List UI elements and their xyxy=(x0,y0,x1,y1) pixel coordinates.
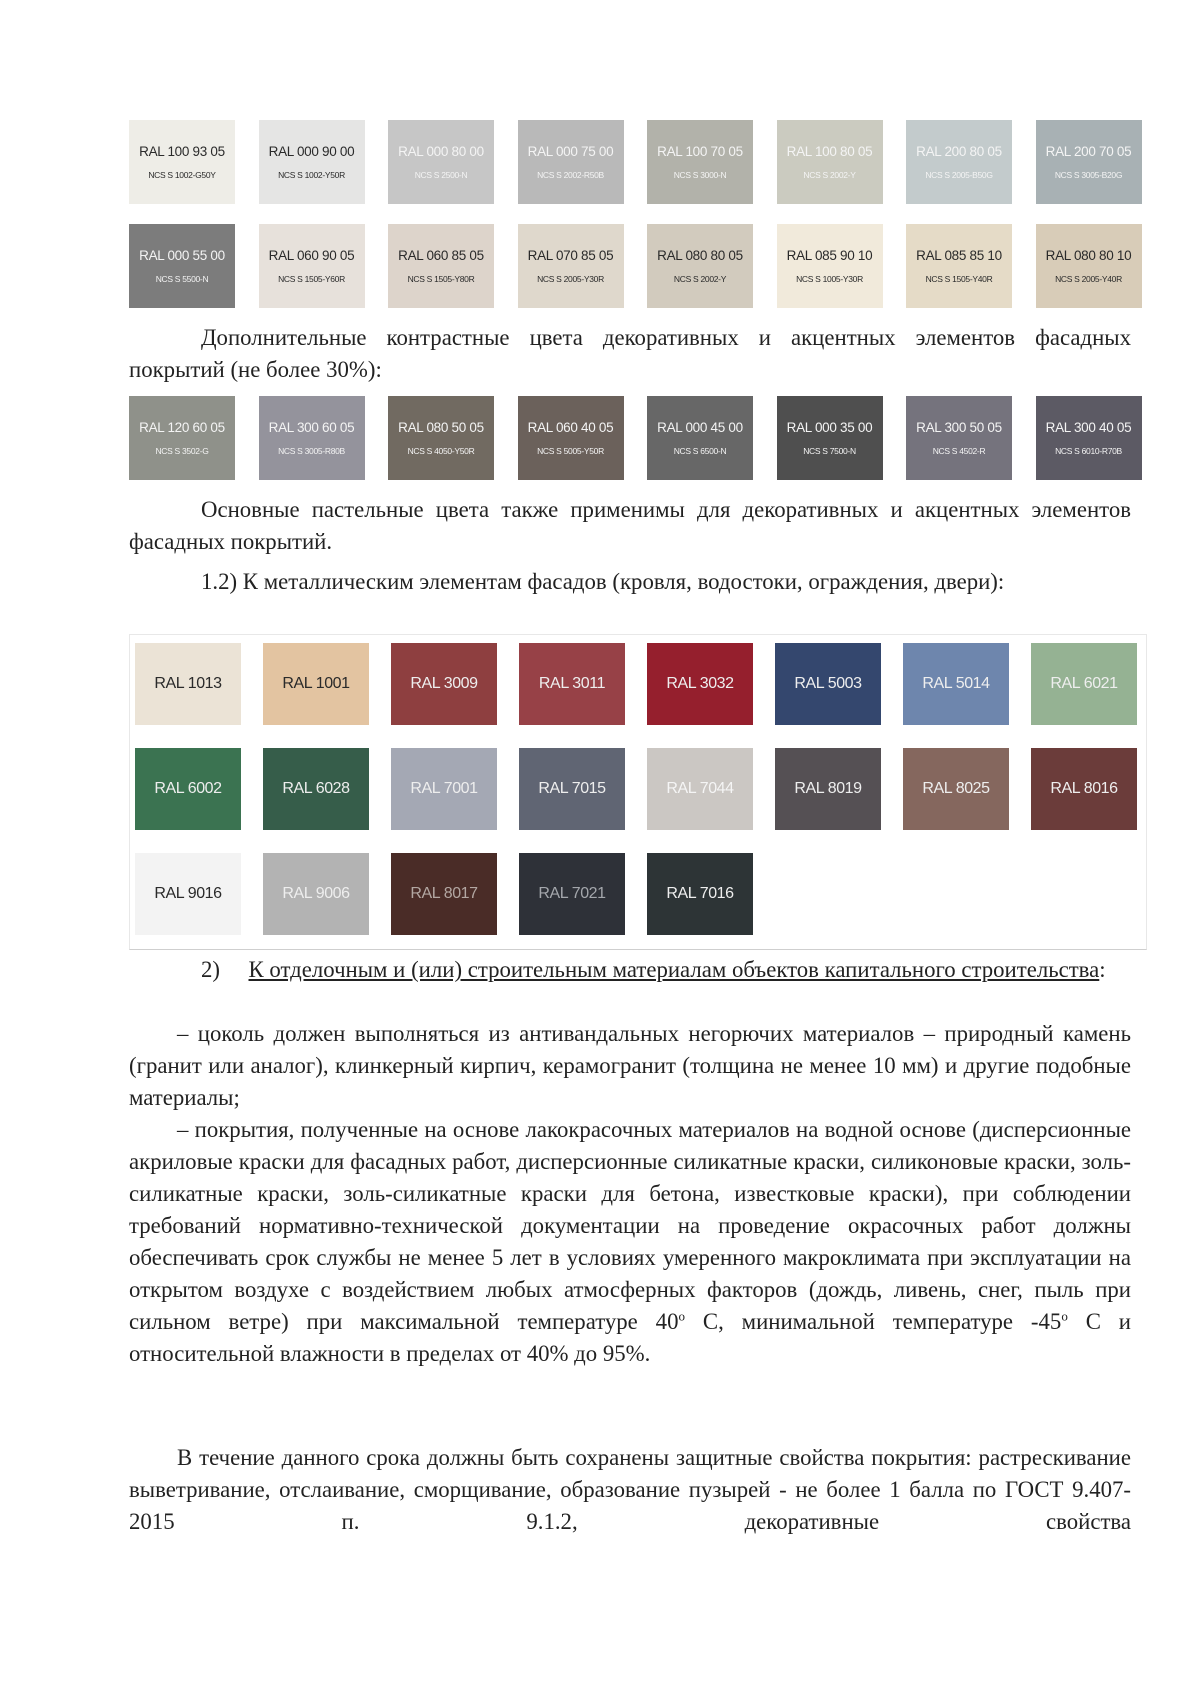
ral-swatch-label: RAL 6002 xyxy=(154,780,222,797)
swatch-ral-code: RAL 000 80 00 xyxy=(398,144,484,159)
pastel-row-2 xyxy=(129,224,1142,308)
swatch-ncs-code: NCS S 2005-B50G xyxy=(925,170,993,180)
color-swatch xyxy=(1036,396,1142,480)
bullet-2-part-2: С, минимальной температуре -45 xyxy=(684,1309,1062,1334)
ral-swatch-label: RAL 3032 xyxy=(666,675,734,692)
swatch-ral-code: RAL 100 93 05 xyxy=(139,144,225,159)
color-swatch xyxy=(259,120,365,204)
bullet-2-part-1: – покрытия, полученные на основе лакокрасочных материалов на водной основе (дисперсионные акриловые краски для фасадных работ, дисперсионные силикатные краски, силиконовые краски, золь-силикатные краски, золь-силикатные краски для бетона, известковые краски), при соблюдении требований нормативно-технической документации на проведение окрасочных работ должны обеспечивать срок службы не менее 5 лет в условиях умеренного макроклимата при эксплуатации на открытом воздухе с воздействием любых атмосферных факторов (дождь, ливень, снег, пыль при сильном ветре) при максимальной температуре 40 xyxy=(129,1117,1131,1334)
bullet-2-part-3: С и относительной влажности в пределах от 40% до 95%. xyxy=(129,1309,1131,1366)
swatch-ral-code: RAL 060 90 05 xyxy=(268,248,355,263)
ral-swatch xyxy=(263,643,369,725)
ral-swatch xyxy=(903,643,1009,725)
swatch-ncs-code: NCS S 1002-Y50R xyxy=(278,170,345,180)
ral-swatch-label: RAL 7044 xyxy=(666,780,734,797)
bullet-2-text xyxy=(129,1114,1131,1370)
swatch-ncs-code: NCS S 2002-Y xyxy=(673,274,727,284)
swatch-ral-code: RAL 000 35 00 xyxy=(786,420,873,435)
color-swatch xyxy=(1036,120,1142,204)
pastel-note-paragraph xyxy=(129,494,1131,558)
ral-swatch-label: RAL 6021 xyxy=(1050,675,1118,692)
ral-swatch xyxy=(775,748,881,830)
ral-swatch-label: RAL 8016 xyxy=(1050,780,1118,797)
color-swatch xyxy=(129,120,235,204)
color-swatch xyxy=(259,224,365,308)
color-swatch xyxy=(518,396,624,480)
ral-swatch xyxy=(263,748,369,830)
swatch-ral-code: RAL 060 40 05 xyxy=(527,420,614,435)
swatch-ncs-code: NCS S 1505-Y40R xyxy=(925,274,993,284)
ral-palette-panel xyxy=(129,634,1147,950)
swatch-ral-code: RAL 060 85 05 xyxy=(398,248,484,263)
ral-swatch xyxy=(519,748,625,830)
section-2-heading-paragraph xyxy=(129,954,1131,986)
swatch-ncs-code: NCS S 4050-Y50R xyxy=(407,446,475,456)
ral-swatch-label: RAL 3011 xyxy=(538,675,606,692)
color-swatch xyxy=(647,224,753,308)
swatch-ral-code: RAL 080 80 05 xyxy=(657,248,743,263)
color-swatch xyxy=(388,396,494,480)
degree-sign: o xyxy=(1061,1308,1068,1324)
swatch-ncs-code: NCS S 3005-B20G xyxy=(1054,170,1123,180)
swatch-ncs-code: NCS S 1005-Y30R xyxy=(796,274,863,284)
color-swatch xyxy=(777,224,883,308)
swatch-ral-code: RAL 000 90 00 xyxy=(268,144,355,159)
ral-swatch-label: RAL 6028 xyxy=(282,780,350,797)
color-swatch xyxy=(777,396,883,480)
ral-swatch xyxy=(135,748,241,830)
ral-swatch xyxy=(391,853,497,935)
swatch-ral-code: RAL 000 45 00 xyxy=(657,420,743,435)
swatch-ncs-code: NCS S 3005-R80B xyxy=(278,446,345,456)
swatch-ral-code: RAL 000 75 00 xyxy=(527,144,614,159)
swatch-ncs-code: NCS S 2002-R50B xyxy=(537,170,604,180)
contrast-intro-paragraph xyxy=(129,322,1131,386)
swatch-ral-code: RAL 300 50 05 xyxy=(916,420,1002,435)
swatch-ncs-code: NCS S 6500-N xyxy=(673,446,727,456)
ral-swatch-label: RAL 5014 xyxy=(922,675,990,692)
section-2-heading xyxy=(129,954,1131,986)
ral-swatch-label: RAL 1001 xyxy=(282,675,350,692)
color-swatch xyxy=(906,120,1012,204)
color-swatch xyxy=(388,120,494,204)
color-swatch xyxy=(518,120,624,204)
final-paragraph xyxy=(129,1442,1131,1538)
ral-swatch xyxy=(391,643,497,725)
swatch-ral-code: RAL 100 80 05 xyxy=(786,144,873,159)
color-swatch xyxy=(906,396,1012,480)
degree-sign: o xyxy=(678,1308,685,1324)
ral-swatch-label: RAL 5003 xyxy=(794,675,862,692)
swatch-ral-code: RAL 200 80 05 xyxy=(916,144,1002,159)
swatch-ncs-code: NCS S 1505-Y60R xyxy=(278,274,345,284)
ral-swatch xyxy=(519,853,625,935)
metal-intro-text: 1.2) К металлическим элементам фасадов (кровля, водостоки, ограждения, двери): xyxy=(201,569,1005,594)
ral-swatch xyxy=(775,643,881,725)
bullet-2-paragraph xyxy=(129,1114,1131,1370)
color-swatch xyxy=(777,120,883,204)
swatch-ncs-code: NCS S 7500-N xyxy=(803,446,856,456)
swatch-ral-code: RAL 300 40 05 xyxy=(1045,420,1132,435)
ral-swatch-label: RAL 7016 xyxy=(666,885,734,902)
ral-swatch-label: RAL 8017 xyxy=(410,885,478,902)
swatch-ncs-code: NCS S 2500-N xyxy=(414,170,468,180)
swatch-ncs-code: NCS S 2002-Y xyxy=(803,170,856,180)
ral-palette-grid xyxy=(135,643,1137,935)
contrast-intro-text: Дополнительные контрастные цвета декоративных и акцентных элементов фасадных покрытий (не более 30%): xyxy=(129,325,1131,382)
color-swatch xyxy=(1036,224,1142,308)
metal-intro-paragraph xyxy=(129,566,1131,598)
ral-swatch-label: RAL 7015 xyxy=(538,780,606,797)
ral-swatch xyxy=(519,643,625,725)
swatch-ral-code: RAL 100 70 05 xyxy=(657,144,743,159)
section-2-title: К отделочным и (или) строительным материалам объектов капитального строительства xyxy=(248,957,1100,982)
swatch-ral-code: RAL 300 60 05 xyxy=(268,420,355,435)
swatch-ral-code: RAL 080 50 05 xyxy=(398,420,484,435)
color-swatch xyxy=(906,224,1012,308)
section-2-number: 2) xyxy=(201,957,220,982)
swatch-ral-code: RAL 000 55 00 xyxy=(139,248,225,263)
swatch-ral-code: RAL 080 80 10 xyxy=(1045,248,1132,263)
ral-swatch-label: RAL 9016 xyxy=(154,885,222,902)
ral-swatch xyxy=(263,853,369,935)
ral-swatch xyxy=(135,853,241,935)
swatch-ncs-code: NCS S 1505-Y80R xyxy=(407,274,475,284)
swatch-ral-code: RAL 085 85 10 xyxy=(916,248,1002,263)
contrast-row xyxy=(129,396,1142,480)
bullet-1-text: – цоколь должен выполняться из антивандальных негорючих материалов – природный камень (гранит или аналог), клинкерный кирпич, керамогранит (толщина не менее 10 мм) и другие подобные материалы; xyxy=(129,1021,1131,1110)
ral-swatch-label: RAL 7001 xyxy=(410,780,478,797)
ral-swatch-label: RAL 7021 xyxy=(538,885,606,902)
ral-swatch xyxy=(1031,643,1137,725)
ral-swatch xyxy=(647,643,753,725)
color-swatch xyxy=(129,396,235,480)
swatch-ncs-code: NCS S 3502-G xyxy=(155,446,209,456)
color-swatch xyxy=(259,396,365,480)
ral-swatch-label: RAL 3009 xyxy=(410,675,478,692)
swatch-ncs-code: NCS S 5500-N xyxy=(155,274,209,284)
ral-swatch xyxy=(391,748,497,830)
color-swatch xyxy=(647,120,753,204)
color-swatch xyxy=(518,224,624,308)
ral-swatch-label: RAL 8025 xyxy=(922,780,990,797)
pastel-note-text: Основные пастельные цвета также применимы для декоративных и акцентных элементов фасадных покрытий. xyxy=(129,497,1131,554)
swatch-ncs-code: NCS S 3000-N xyxy=(673,170,727,180)
ral-swatch xyxy=(903,748,1009,830)
swatch-ral-code: RAL 120 60 05 xyxy=(139,420,225,435)
color-swatch xyxy=(647,396,753,480)
bullet-1-paragraph xyxy=(129,1018,1131,1114)
swatch-ral-code: RAL 200 70 05 xyxy=(1045,144,1132,159)
ral-swatch-label: RAL 1013 xyxy=(154,675,222,692)
pastel-row-1 xyxy=(129,120,1142,204)
ral-swatch-label: RAL 9006 xyxy=(282,885,350,902)
color-swatch xyxy=(388,224,494,308)
ral-swatch xyxy=(135,643,241,725)
swatch-ncs-code: NCS S 4502-R xyxy=(932,446,986,456)
swatch-ral-code: RAL 085 90 10 xyxy=(786,248,873,263)
swatch-ncs-code: NCS S 2005-Y30R xyxy=(537,274,604,284)
swatch-ncs-code: NCS S 1002-G50Y xyxy=(148,170,216,180)
color-swatch xyxy=(129,224,235,308)
ral-swatch xyxy=(1031,748,1137,830)
swatch-ncs-code: NCS S 5005-Y50R xyxy=(537,446,604,456)
swatch-ral-code: RAL 070 85 05 xyxy=(527,248,614,263)
final-paragraph-text: В течение данного срока должны быть сохранены защитные свойства покрытия: растрескивание выветривание, отслаивание, сморщивание, образование пузырей - не более 1 балла по ГОСТ 9.407-2015 п. 9.1.2, декоративные свойства xyxy=(129,1445,1131,1534)
ral-swatch xyxy=(647,748,753,830)
ral-swatch-label: RAL 8019 xyxy=(794,780,862,797)
swatch-ncs-code: NCS S 6010-R70B xyxy=(1055,446,1122,456)
swatch-ncs-code: NCS S 2005-Y40R xyxy=(1055,274,1122,284)
section-2-colon: : xyxy=(1099,957,1106,982)
ral-swatch xyxy=(647,853,753,935)
